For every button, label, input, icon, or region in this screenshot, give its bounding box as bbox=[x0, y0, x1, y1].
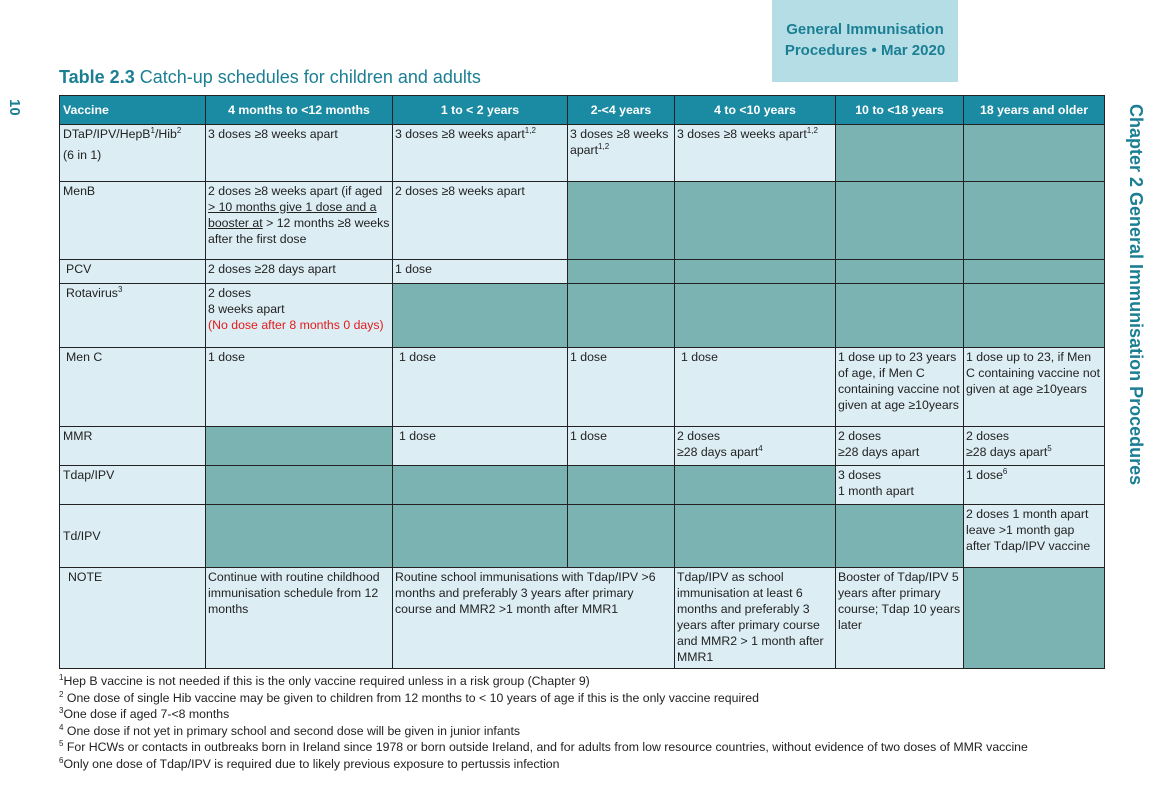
empty-cell bbox=[836, 260, 964, 284]
empty-cell bbox=[206, 466, 393, 505]
schedule-cell bbox=[675, 125, 836, 182]
footnote-text: One dose if aged 7-<8 months bbox=[63, 707, 230, 721]
footnote-ref: 1,2 bbox=[598, 141, 610, 151]
vaccine-cell-tdap-ipv: Tdap/IPV bbox=[60, 466, 206, 505]
footnote bbox=[59, 673, 1028, 690]
footnote bbox=[59, 690, 1028, 707]
empty-cell bbox=[568, 284, 675, 348]
schedule-text: 1 month apart bbox=[838, 484, 914, 498]
empty-cell bbox=[836, 182, 964, 260]
footnote-text: Only one dose of Tdap/IPV is required due to likely previous exposure to pertussis infection bbox=[63, 756, 560, 771]
empty-cell bbox=[568, 505, 675, 568]
schedule-text: 2 doses ≥8 weeks apart (if aged bbox=[208, 184, 383, 198]
note-label-cell: NOTE bbox=[60, 568, 206, 669]
table-number: Table 2.3 bbox=[59, 67, 135, 87]
schedule-text: 3 doses ≥8 weeks apart bbox=[570, 127, 669, 157]
schedule-cell: 1 dose bbox=[675, 348, 836, 427]
footnote-ref: 6 bbox=[1002, 466, 1008, 476]
table-row-rotavirus bbox=[60, 284, 1105, 348]
header-line-2: Procedures • Mar 2020 bbox=[784, 42, 946, 59]
note-cell: Tdap/IPV as school immunisation at least 6 months and preferably 3 years after primary course and MMR2 > 1 month after MMR1 bbox=[675, 568, 836, 669]
col-header-4-to-12-months: 4 months to <12 months bbox=[206, 96, 393, 125]
vaccine-cell-mmr: MMR bbox=[60, 427, 206, 466]
empty-cell bbox=[393, 505, 568, 568]
footnote-ref: 3 bbox=[117, 284, 123, 294]
table-row-note bbox=[60, 568, 1105, 669]
empty-cell bbox=[836, 284, 964, 348]
col-header-1-to-2-years: 1 to < 2 years bbox=[393, 96, 568, 125]
empty-cell bbox=[964, 284, 1105, 348]
schedule-cell bbox=[964, 466, 1105, 505]
header-line-1: General Immunisation bbox=[786, 21, 944, 38]
schedule-cell: 3 doses ≥8 weeks apart bbox=[206, 125, 393, 182]
col-header-10-to-18-years: 10 to <18 years bbox=[836, 96, 964, 125]
vaccine-name: Rotavirus bbox=[66, 286, 118, 300]
schedule-cell: 1 dose bbox=[393, 348, 568, 427]
vaccine-cell-pcv: PCV bbox=[60, 260, 206, 284]
schedule-text: 8 weeks apart bbox=[208, 302, 285, 316]
table-row-menb bbox=[60, 182, 1105, 260]
empty-cell bbox=[964, 182, 1105, 260]
schedule-text: 2 doses bbox=[677, 429, 721, 443]
schedule-text: ≥28 days apart bbox=[838, 445, 920, 459]
vaccine-cell-dtap bbox=[60, 125, 206, 182]
footnote-ref: 4 bbox=[758, 443, 763, 453]
footnote-number: 2 bbox=[59, 689, 64, 699]
schedule-cell bbox=[836, 427, 964, 466]
chapter-side-title: Chapter 2 General Immunisation Procedures bbox=[1126, 104, 1146, 486]
footnote-ref: 1 bbox=[150, 125, 155, 135]
vaccine-cell-td-ipv: Td/IPV bbox=[60, 505, 206, 568]
col-header-4-to-10-years: 4 to <10 years bbox=[675, 96, 836, 125]
empty-cell bbox=[964, 260, 1105, 284]
table-caption: Catch-up schedules for children and adults bbox=[134, 67, 481, 87]
schedule-cell bbox=[206, 182, 393, 260]
vaccine-name: /Hib bbox=[154, 127, 177, 141]
footnote bbox=[59, 756, 1028, 773]
footnote bbox=[59, 706, 1028, 723]
schedule-cell: 1 dose up to 23, if Men C containing vaccine not given at age ≥10years bbox=[964, 348, 1105, 427]
schedule-text: 2 doses bbox=[208, 286, 252, 300]
schedule-cell bbox=[675, 427, 836, 466]
footnote-ref: 1,2 bbox=[806, 125, 818, 135]
schedule-text: 3 doses ≥8 weeks apart bbox=[395, 127, 525, 141]
note-cell: Routine school immunisations with Tdap/IPV >6 months and preferably 3 years after primary course and MMR2 >1 month after MMR1 bbox=[393, 568, 675, 669]
footnote-number: 3 bbox=[59, 705, 64, 715]
schedule-cell: 2 doses 1 month apart leave >1 month gap after Tdap/IPV vaccine bbox=[964, 505, 1105, 568]
table-row-mmr bbox=[60, 427, 1105, 466]
empty-cell bbox=[568, 182, 675, 260]
footnote-ref: 1,2 bbox=[524, 125, 536, 135]
footnote bbox=[59, 723, 1028, 740]
footnote-text: One dose if not yet in primary school and second dose will be given in junior infants bbox=[66, 723, 521, 738]
empty-cell bbox=[836, 505, 964, 568]
schedule-text: ≥28 days apart bbox=[677, 445, 759, 459]
empty-cell bbox=[964, 568, 1105, 669]
vaccine-cell-rotavirus bbox=[60, 284, 206, 348]
col-header-2-to-4-years: 2-<4 years bbox=[568, 96, 675, 125]
footnote-text: Hep B vaccine is not needed if this is the only vaccine required unless in a risk group (Chapter 9) bbox=[63, 674, 590, 688]
empty-cell bbox=[675, 466, 836, 505]
footnote-number: 6 bbox=[59, 755, 64, 765]
empty-cell bbox=[393, 284, 568, 348]
empty-cell bbox=[964, 125, 1105, 182]
empty-cell bbox=[568, 466, 675, 505]
empty-cell bbox=[675, 284, 836, 348]
schedule-text: 1 dose bbox=[966, 468, 1003, 482]
table-row-tdap-ipv bbox=[60, 466, 1105, 505]
document-header-box bbox=[772, 0, 958, 82]
schedule-text: 3 doses bbox=[838, 468, 882, 482]
catch-up-schedule-table bbox=[59, 95, 1105, 669]
footnote bbox=[59, 739, 1028, 756]
schedule-cell: 2 doses ≥28 days apart bbox=[206, 260, 393, 284]
table-row-pcv bbox=[60, 260, 1105, 284]
note-cell: Continue with routine childhood immunisation schedule from 12 months bbox=[206, 568, 393, 669]
schedule-cell: 1 dose bbox=[568, 427, 675, 466]
footnote-number: 4 bbox=[59, 722, 64, 732]
table-row-dtap bbox=[60, 125, 1105, 182]
vaccine-cell-menc: Men C bbox=[60, 348, 206, 427]
empty-cell bbox=[568, 260, 675, 284]
schedule-cell bbox=[206, 284, 393, 348]
schedule-cell: 1 dose bbox=[568, 348, 675, 427]
schedule-text: ≥28 days apart bbox=[966, 445, 1048, 459]
warning-note: (No dose after 8 months 0 days) bbox=[208, 318, 384, 332]
table-row-td-ipv bbox=[60, 505, 1105, 568]
schedule-cell bbox=[393, 125, 568, 182]
table-row-menc bbox=[60, 348, 1105, 427]
note-cell: Booster of Tdap/IPV 5 years after primary course; Tdap 10 years later bbox=[836, 568, 964, 669]
schedule-text: > 10 months give 1 dose and a booster at bbox=[208, 200, 377, 230]
vaccine-name: DTaP/IPV/HepB bbox=[63, 127, 151, 141]
footnote-text: For HCWs or contacts in outbreaks born in Ireland since 1978 or born outside Ireland, and for adults from low resource countries, without evidence of two doses of MMR vaccine bbox=[66, 740, 1028, 754]
col-header-vaccine: Vaccine bbox=[60, 96, 206, 125]
schedule-text: 2 doses bbox=[966, 429, 1010, 443]
footnote-number: 1 bbox=[59, 672, 64, 682]
empty-cell bbox=[206, 427, 393, 466]
schedule-text: > 12 months ≥8 weeks after the first dose bbox=[208, 216, 390, 246]
schedule-cell: 1 dose bbox=[206, 348, 393, 427]
table-title bbox=[59, 67, 481, 88]
col-header-18-and-older: 18 years and older bbox=[964, 96, 1105, 125]
schedule-cell: 1 dose bbox=[393, 427, 568, 466]
empty-cell bbox=[675, 505, 836, 568]
table-header-row bbox=[60, 96, 1105, 125]
schedule-cell: 2 doses ≥8 weeks apart bbox=[393, 182, 568, 260]
vaccine-subname: (6 in 1) bbox=[63, 148, 102, 162]
empty-cell bbox=[393, 466, 568, 505]
footnote-text: One dose of single Hib vaccine may be given to children from 12 months to < 10 years of age if this is the only vaccine required bbox=[66, 690, 759, 705]
footnote-number: 5 bbox=[59, 738, 64, 748]
footnote-ref: 5 bbox=[1047, 443, 1052, 453]
schedule-text: 2 doses bbox=[838, 429, 882, 443]
schedule-cell: 1 dose bbox=[393, 260, 568, 284]
schedule-cell bbox=[836, 466, 964, 505]
empty-cell bbox=[836, 125, 964, 182]
footnotes bbox=[59, 673, 1028, 772]
vaccine-cell-menb: MenB bbox=[60, 182, 206, 260]
schedule-cell: 1 dose up to 23 years of age, if Men C containing vaccine not given at age ≥10years bbox=[836, 348, 964, 427]
footnote-ref: 2 bbox=[176, 125, 182, 135]
empty-cell bbox=[675, 260, 836, 284]
schedule-cell bbox=[568, 125, 675, 182]
page-number: 10 bbox=[6, 98, 23, 116]
empty-cell bbox=[206, 505, 393, 568]
empty-cell bbox=[675, 182, 836, 260]
schedule-text: 3 doses ≥8 weeks apart bbox=[677, 127, 807, 141]
schedule-cell bbox=[964, 427, 1105, 466]
